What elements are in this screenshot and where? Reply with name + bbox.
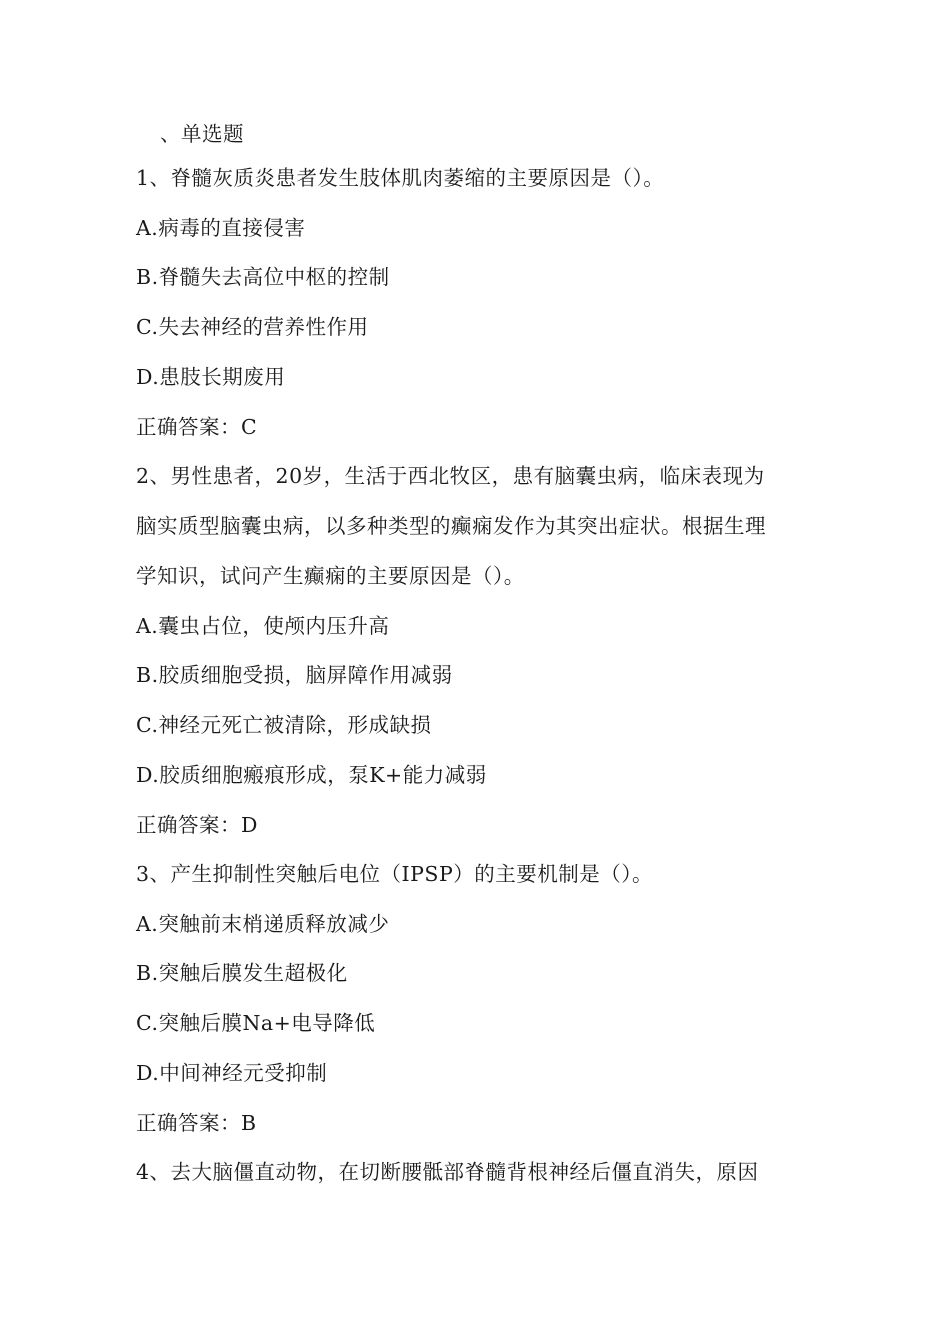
question-2-option-c: C.神经元死亡被清除，形成缺损 xyxy=(136,713,432,737)
question-2-option-a: A.囊虫占位，使颅内压升高 xyxy=(136,614,390,638)
question-2-answer: 正确答案：D xyxy=(136,813,258,837)
question-1-option-b: B.脊髓失去高位中枢的控制 xyxy=(136,265,390,289)
question-3-option-a: A.突触前末梢递质释放减少 xyxy=(136,912,390,936)
question-2-option-d: D.胶质细胞瘢痕形成，泵K+能力减弱 xyxy=(136,763,487,787)
section-title: 、单选题 xyxy=(160,122,244,146)
question-2-stem-line-1: 2、男性患者，20岁，生活于西北牧区，患有脑囊虫病，临床表现为 xyxy=(136,464,765,488)
question-2-stem-line-3: 学知识，试问产生癫痫的主要原因是（）。 xyxy=(136,564,525,588)
question-1-option-a: A.病毒的直接侵害 xyxy=(136,216,306,240)
question-3-option-c: C.突触后膜Na+电导降低 xyxy=(136,1011,376,1035)
question-1-answer: 正确答案：C xyxy=(136,415,258,439)
question-3-option-b: B.突触后膜发生超极化 xyxy=(136,961,348,985)
question-2-stem-line-2: 脑实质型脑囊虫病，以多种类型的癫痫发作为其突出症状。根据生理 xyxy=(136,514,766,538)
question-1-option-c: C.失去神经的营养性作用 xyxy=(136,315,369,339)
question-3-answer: 正确答案：B xyxy=(136,1111,257,1135)
question-4-stem: 4、去大脑僵直动物，在切断腰骶部脊髓背根神经后僵直消失，原因 xyxy=(136,1160,759,1184)
question-3-stem: 3、产生抑制性突触后电位（IPSP）的主要机制是（）。 xyxy=(136,862,654,886)
question-2-option-b: B.胶质细胞受损，脑屏障作用减弱 xyxy=(136,663,453,687)
question-1-option-d: D.患肢长期废用 xyxy=(136,365,286,389)
question-3-option-d: D.中间神经元受抑制 xyxy=(136,1061,328,1085)
question-1-stem: 1、脊髓灰质炎患者发生肢体肌肉萎缩的主要原因是（）。 xyxy=(136,166,665,190)
